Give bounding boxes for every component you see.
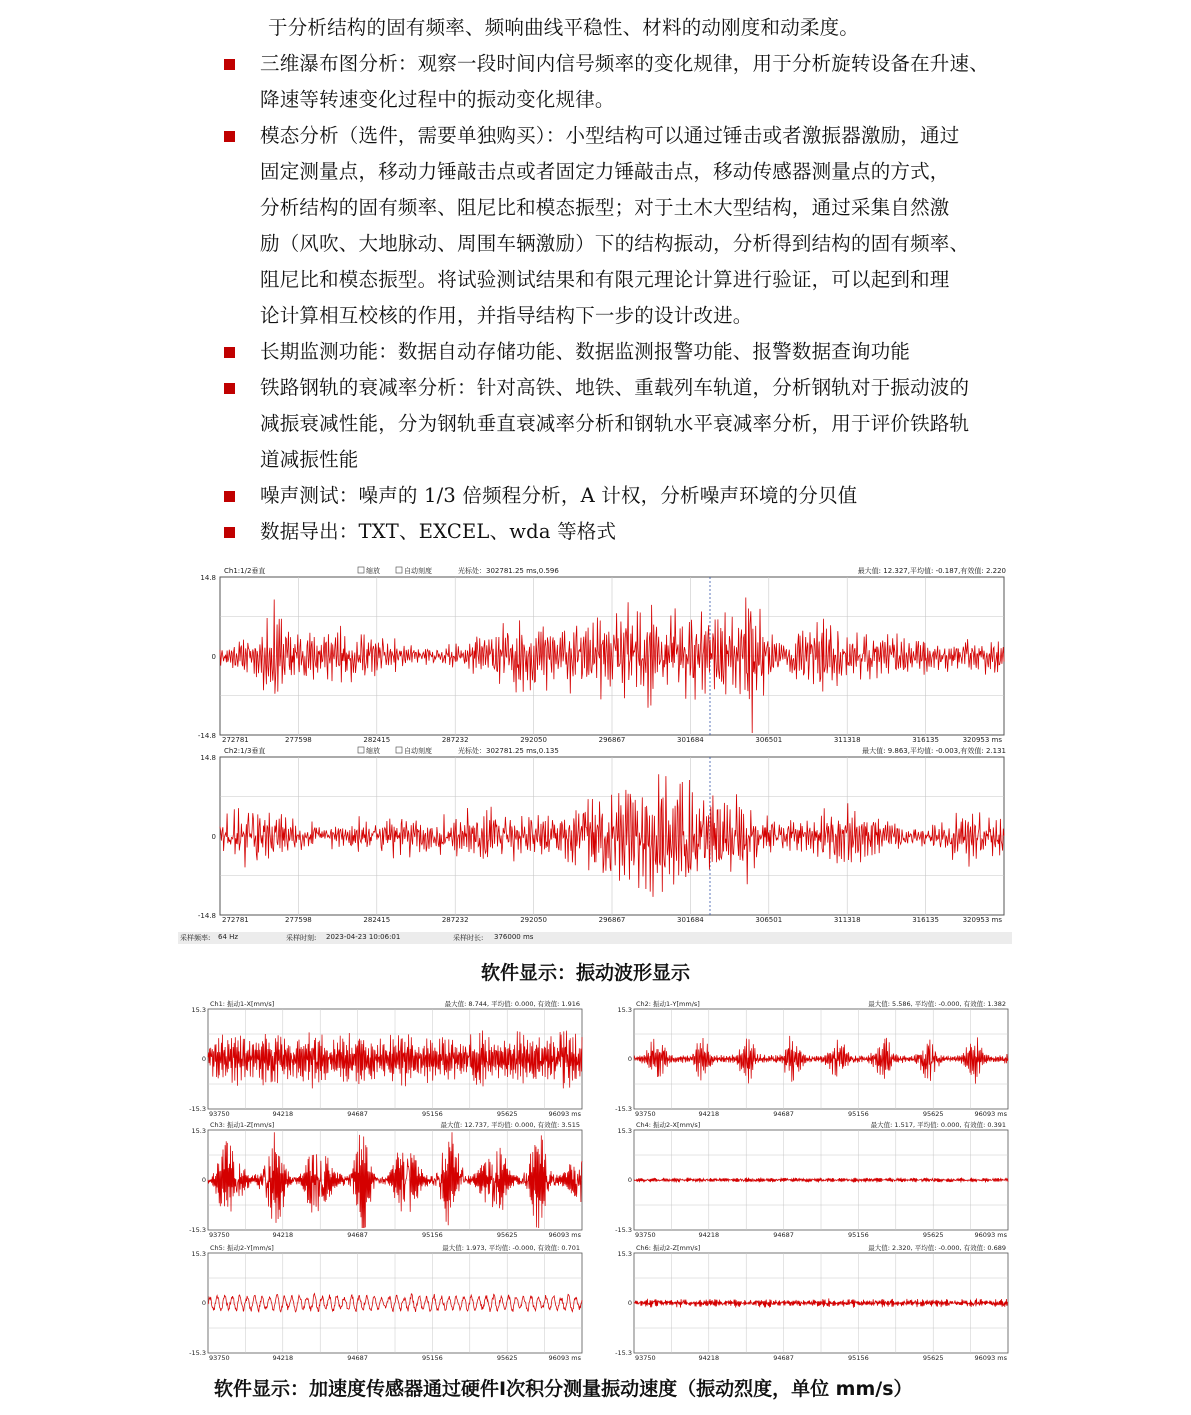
x-tick-label: 94218 <box>698 1231 720 1239</box>
cursor-readout: 光标处：302781.25 ms,0.596 <box>458 567 559 575</box>
x-tick-label: 95156 <box>848 1354 869 1362</box>
channel-stats: 最大值: 8.744, 平均值: 0.000, 有效值: 1.916 <box>444 1000 580 1008</box>
y-zero-label: 0 <box>211 653 216 661</box>
x-tick-label: 94687 <box>773 1231 794 1239</box>
autoscale-checkbox[interactable] <box>396 747 402 753</box>
x-tick-label: 301684 <box>677 916 704 923</box>
sample-rate-label: 采样频率: <box>180 934 211 942</box>
sample-rate-value: 64 Hz <box>218 933 239 941</box>
x-tick-label: 93750 <box>635 1231 656 1239</box>
waveform-panel-ch2 <box>178 743 1012 923</box>
waveform-chart <box>604 1241 1012 1363</box>
x-tick-label: 95156 <box>848 1231 869 1239</box>
bullet-line: 论计算相互校核的作用，并指导结构下一步的设计改进。 <box>260 304 753 327</box>
x-tick-label: 94687 <box>773 1110 794 1118</box>
zoom-label: 缩放 <box>366 567 380 575</box>
x-tick-label: 96093 ms <box>974 1110 1007 1118</box>
bullet-line: 长期监测功能：数据自动存储功能、数据监测报警功能、报警数据查询功能 <box>260 340 911 363</box>
x-tick-label: 96093 ms <box>974 1231 1007 1239</box>
x-tick-label: 93750 <box>209 1110 230 1118</box>
y-min-label: -15.3 <box>189 1105 206 1113</box>
x-tick-label: 306501 <box>755 736 783 743</box>
x-tick-label: 292050 <box>520 916 547 923</box>
bullet-line: 固定测量点，移动力锤敲击点或者固定力锤敲击点，移动传感器测量点的方式， <box>260 160 950 183</box>
x-tick-label: 316135 <box>912 736 939 743</box>
x-tick-label: 94218 <box>272 1231 294 1239</box>
channel-name: Ch3: 振动1-Z[mm/s] <box>210 1121 275 1129</box>
y-max-label: 15.3 <box>191 1250 206 1258</box>
x-tick-label: 96093 ms <box>548 1110 581 1118</box>
x-tick-label: 96093 ms <box>974 1354 1007 1362</box>
x-tick-label: 94218 <box>272 1110 294 1118</box>
bullet-line: 数据导出：TXT、EXCEL、wda 等格式 <box>260 520 617 543</box>
x-tick-label: 95625 <box>496 1110 518 1118</box>
x-tick-label: 306501 <box>755 916 783 923</box>
bullet-line: 模态分析（选件，需要单独购买）：小型结构可以通过锤击或者激振器激励，通过 <box>260 124 960 147</box>
channel-name: Ch4: 振动2-X[mm/s] <box>636 1121 701 1129</box>
y-zero-label: 0 <box>627 1176 632 1184</box>
x-tick-label: 95625 <box>922 1231 944 1239</box>
sample-duration-value: 376000 ms <box>494 933 534 941</box>
x-tick-label: 94687 <box>773 1354 794 1362</box>
y-zero-label: 0 <box>201 1299 206 1307</box>
sample-time-value: 2023-04-23 10:06:01 <box>326 933 401 941</box>
x-tick-label: 287232 <box>441 736 469 743</box>
x-tick-label: 272781 <box>222 916 249 923</box>
x-tick-label: 95625 <box>496 1231 518 1239</box>
figure2-caption: 软件显示：加速度传感器通过硬件Ⅰ次积分测量振动速度（振动烈度，单位 mm/s） <box>214 1378 913 1400</box>
autoscale-label: 自动刻度 <box>404 747 432 755</box>
bullet-marker <box>224 59 235 70</box>
zoom-checkbox[interactable] <box>358 747 364 753</box>
y-min-label: -14.8 <box>197 732 216 740</box>
x-tick-label: 95156 <box>422 1354 443 1362</box>
x-tick-label: 96093 ms <box>548 1231 581 1239</box>
x-tick-label: 311318 <box>833 916 861 923</box>
y-max-label: 14.8 <box>200 754 216 762</box>
y-zero-label: 0 <box>201 1055 206 1063</box>
channel-stats: 最大值: 1.517, 平均值: 0.000, 有效值: 0.391 <box>870 1121 1006 1129</box>
bullet-line: 三维瀑布图分析：观察一段时间内信号频率的变化规律，用于分析旋转设备在升速、 <box>260 52 989 75</box>
zoom-label: 缩放 <box>366 747 380 755</box>
y-min-label: -15.3 <box>615 1226 632 1234</box>
x-tick-label: 94687 <box>347 1110 368 1118</box>
x-tick-label: 296867 <box>598 916 626 923</box>
waveform-chart <box>178 743 1012 923</box>
y-max-label: 14.8 <box>200 574 216 582</box>
x-tick-label: 94218 <box>698 1354 720 1362</box>
x-tick-label: 94218 <box>272 1354 294 1362</box>
y-max-label: 15.3 <box>617 1127 632 1135</box>
x-tick-label: 93750 <box>635 1354 656 1362</box>
y-max-label: 15.3 <box>191 1127 206 1135</box>
waveform-chart <box>604 1118 1012 1240</box>
x-tick-label: 277598 <box>285 736 312 743</box>
bullet-marker <box>224 527 235 538</box>
channel-name: Ch6: 振动2-Z[mm/s] <box>636 1244 701 1252</box>
autoscale-checkbox[interactable] <box>396 567 402 573</box>
autoscale-label: 自动刻度 <box>404 567 432 575</box>
bullet-line: 降速等转速变化过程中的振动变化规律。 <box>260 88 615 111</box>
sample-duration-label: 采样时长: <box>453 934 484 942</box>
waveform-panel-ch1 <box>178 563 1012 743</box>
velocity-panel-ch6 <box>604 1241 1012 1363</box>
bullet-line: 噪声测试：噪声的 1/3 倍频程分析，A 计权，分析噪声环境的分贝值 <box>260 484 858 507</box>
y-min-label: -14.8 <box>197 912 216 920</box>
velocity-panel-ch4 <box>604 1118 1012 1240</box>
channel-stats: 最大值: 2.320, 平均值: -0.000, 有效值: 0.689 <box>868 1244 1006 1252</box>
bullet-line: 铁路钢轨的衰减率分析：针对高铁、地铁、重载列车轨道，分析钢轨对于振动波的 <box>260 376 970 399</box>
x-tick-label: 320953 ms <box>962 916 1002 923</box>
x-tick-label: 93750 <box>209 1354 230 1362</box>
x-tick-label: 95156 <box>422 1110 443 1118</box>
channel-stats: 最大值: 1.973, 平均值: -0.000, 有效值: 0.701 <box>442 1244 580 1252</box>
bullet-line: 于分析结构的固有频率、频响曲线平稳性、材料的动刚度和动柔度。 <box>268 16 860 39</box>
x-tick-label: 94687 <box>347 1354 368 1362</box>
x-tick-label: 93750 <box>635 1110 656 1118</box>
velocity-panel-ch3 <box>178 1118 586 1240</box>
x-tick-label: 94218 <box>698 1110 720 1118</box>
x-tick-label: 311318 <box>833 736 861 743</box>
figure1-caption: 软件显示：振动波形显示 <box>481 962 691 984</box>
bullet-marker <box>224 131 235 142</box>
x-tick-label: 95156 <box>422 1231 443 1239</box>
channel-stats: 最大值: 12.737, 平均值: 0.000, 有效值: 3.515 <box>440 1121 580 1129</box>
x-tick-label: 287232 <box>441 916 469 923</box>
y-min-label: -15.3 <box>615 1349 632 1357</box>
y-zero-label: 0 <box>627 1055 632 1063</box>
x-tick-label: 282415 <box>363 736 391 743</box>
waveform-chart <box>178 1241 586 1363</box>
sample-time-label: 采样时刻: <box>286 934 317 942</box>
x-tick-label: 95625 <box>922 1354 944 1362</box>
y-min-label: -15.3 <box>189 1226 206 1234</box>
bullet-line: 分析结构的固有频率、阻尼比和模态振型；对于土木大型结构，通过采集自然激 <box>260 196 950 219</box>
velocity-panel-ch1 <box>178 997 586 1119</box>
x-tick-label: 282415 <box>363 916 391 923</box>
y-max-label: 15.3 <box>191 1006 206 1014</box>
y-max-label: 15.3 <box>617 1250 632 1258</box>
x-tick-label: 277598 <box>285 916 312 923</box>
cursor-readout: 光标处：302781.25 ms,0.135 <box>458 747 559 755</box>
x-tick-label: 93750 <box>209 1231 230 1239</box>
x-tick-label: 95625 <box>496 1354 518 1362</box>
x-tick-label: 320953 ms <box>962 736 1002 743</box>
y-zero-label: 0 <box>211 833 216 841</box>
waveform-chart <box>604 997 1012 1119</box>
bullet-line: 励（风吹、大地脉动、周围车辆激励）下的结构振动，分析得到结构的固有频率、 <box>260 232 970 255</box>
bullet-line: 道减振性能 <box>260 448 359 471</box>
channel-stats: 最大值: 5.586, 平均值: -0.000, 有效值: 1.382 <box>868 1000 1006 1008</box>
bullet-marker <box>224 347 235 358</box>
velocity-panel-ch2 <box>604 997 1012 1119</box>
channel-name: Ch2:1/3垂直 <box>224 747 266 755</box>
bullet-marker <box>224 491 235 502</box>
y-min-label: -15.3 <box>189 1349 206 1357</box>
x-tick-label: 95625 <box>922 1110 944 1118</box>
channel-name: Ch1: 振动1-X[mm/s] <box>210 1000 275 1008</box>
waveform-chart <box>178 563 1012 743</box>
x-tick-label: 301684 <box>677 736 704 743</box>
y-zero-label: 0 <box>201 1176 206 1184</box>
channel-name: Ch2: 振动1-Y[mm/s] <box>636 1000 700 1008</box>
x-tick-label: 296867 <box>598 736 626 743</box>
channel-stats: 最大值: 9.863,平均值: -0.003,有效值: 2.131 <box>862 747 1006 755</box>
waveform-chart <box>178 997 586 1119</box>
channel-stats: 最大值: 12.327,平均值: -0.187,有效值: 2.220 <box>857 567 1006 575</box>
x-tick-label: 94687 <box>347 1231 368 1239</box>
zoom-checkbox[interactable] <box>358 567 364 573</box>
x-tick-label: 272781 <box>222 736 249 743</box>
bullet-marker <box>224 383 235 394</box>
y-min-label: -15.3 <box>615 1105 632 1113</box>
velocity-panel-ch5 <box>178 1241 586 1363</box>
x-tick-label: 316135 <box>912 916 939 923</box>
channel-name: Ch5: 振动2-Y[mm/s] <box>210 1244 274 1252</box>
x-tick-label: 96093 ms <box>548 1354 581 1362</box>
bullet-line: 阻尼比和模态振型。将试验测试结果和有限元理论计算进行验证，可以起到和理 <box>260 268 950 291</box>
bullet-line: 减振衰减性能，分为钢轨垂直衰减率分析和钢轨水平衰减率分析，用于评价铁路轨 <box>260 412 970 435</box>
y-zero-label: 0 <box>627 1299 632 1307</box>
status-bar <box>178 932 1012 944</box>
waveform-chart <box>178 1118 586 1240</box>
channel-name: Ch1:1/2垂直 <box>224 567 266 575</box>
x-tick-label: 292050 <box>520 736 547 743</box>
x-tick-label: 95156 <box>848 1110 869 1118</box>
y-max-label: 15.3 <box>617 1006 632 1014</box>
